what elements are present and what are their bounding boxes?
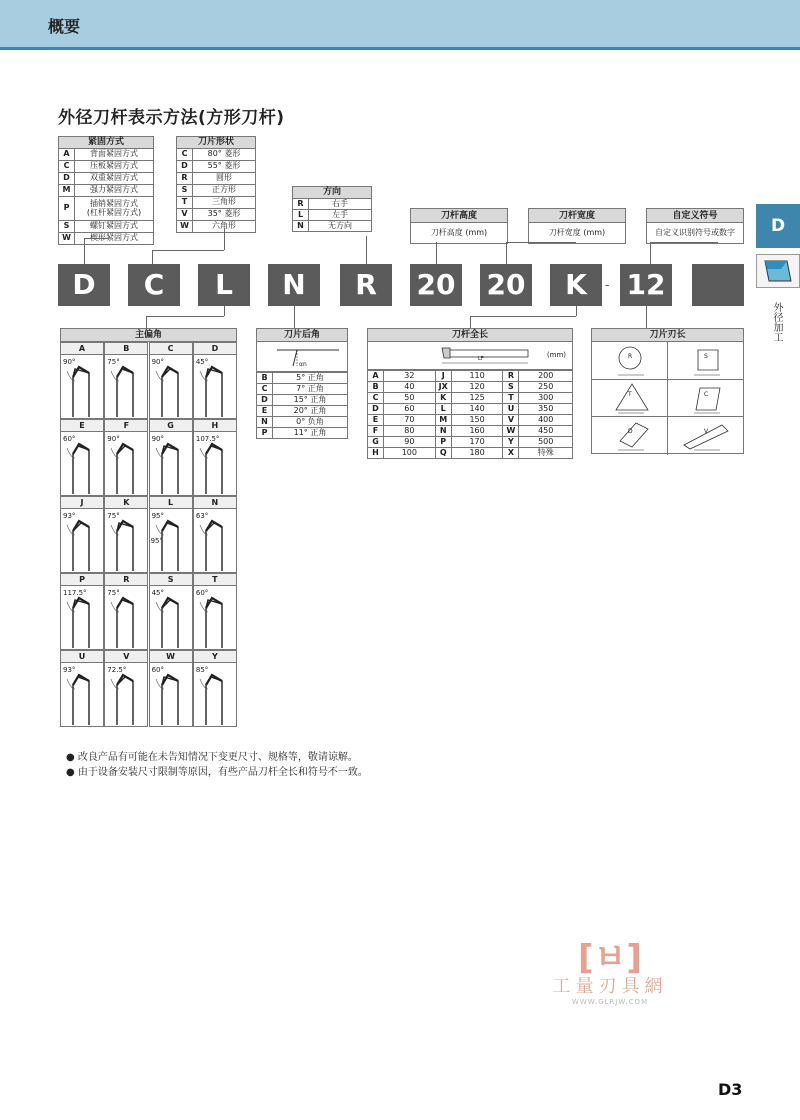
length-code: Y xyxy=(503,437,519,448)
table-row xyxy=(177,209,256,221)
main-title: 外径刀杆表示方法(方形刀杆) xyxy=(58,108,285,128)
code-box-approach: L xyxy=(198,264,250,306)
row-value: 右手 xyxy=(309,199,372,210)
approach-cell xyxy=(60,496,104,573)
approach-angle-label: 45° xyxy=(151,589,165,597)
row-key: D xyxy=(257,395,273,406)
row-value: 圆形 xyxy=(193,173,256,185)
code-box-length: K xyxy=(550,264,602,306)
shank-length-title: 刀杆全长 xyxy=(367,328,573,342)
code-box-shape: C xyxy=(128,264,180,306)
row-key: R xyxy=(177,173,193,185)
table-row xyxy=(177,161,256,173)
approach-cell xyxy=(104,419,148,496)
relief-angle-box xyxy=(256,328,348,439)
row-value: 楔形紧固方式 xyxy=(75,233,154,245)
approach-angle-label-2: 95° xyxy=(150,537,164,545)
length-value: 300 xyxy=(519,393,573,404)
approach-angle-label: 90° xyxy=(107,435,120,443)
row-key: S xyxy=(59,221,75,233)
table-row xyxy=(257,373,348,384)
connector xyxy=(576,306,577,316)
row-value: 20° 正角 xyxy=(273,406,348,417)
row-value: 左手 xyxy=(309,210,372,221)
table-row xyxy=(177,185,256,197)
note-1: ● 改良产品有可能在未告知情况下变更尺寸、规格等，敬请谅解。 xyxy=(66,752,358,763)
code-box-clamping: D xyxy=(58,264,110,306)
row-value: 正方形 xyxy=(193,185,256,197)
row-value: 7° 正角 xyxy=(273,384,348,395)
table-row xyxy=(368,437,573,448)
approach-angle-label: 60° xyxy=(195,589,209,597)
approach-angle-label: 60° xyxy=(151,666,165,674)
approach-angle-label: 90° xyxy=(151,435,165,443)
length-code: F xyxy=(368,426,384,437)
approach-code: L xyxy=(150,497,192,509)
table-row xyxy=(368,404,573,415)
table-row xyxy=(59,221,154,233)
approach-cell xyxy=(193,419,237,496)
edge-cell xyxy=(592,380,668,418)
length-value: 180 xyxy=(451,448,503,459)
approach-angle-label: 72.5° xyxy=(107,666,127,674)
row-value: 无方向 xyxy=(309,221,372,232)
length-code: G xyxy=(368,437,384,448)
connector xyxy=(650,242,718,264)
approach-code: S xyxy=(150,574,192,586)
approach-code: E xyxy=(61,420,103,432)
code-box-relief: N xyxy=(268,264,320,306)
page-header xyxy=(0,0,800,50)
code-box-width: 20 xyxy=(480,264,532,306)
approach-cell xyxy=(104,496,148,573)
connector xyxy=(152,250,224,264)
relief-diagram xyxy=(256,342,348,372)
length-value: 70 xyxy=(384,415,436,426)
row-key: D xyxy=(59,173,75,185)
insert-circle-icon xyxy=(592,342,668,379)
length-code: A xyxy=(368,371,384,382)
table-row xyxy=(59,197,154,221)
clamping-table xyxy=(58,136,154,245)
length-value: 450 xyxy=(519,426,573,437)
turning-icon xyxy=(756,254,800,288)
shank-length-table xyxy=(367,370,573,459)
table-row xyxy=(368,393,573,404)
edge-shape-code: R xyxy=(628,353,633,360)
notes xyxy=(66,750,368,780)
length-code: W xyxy=(503,426,519,437)
direction-title: 方向 xyxy=(293,187,372,199)
edge-cell xyxy=(592,342,668,380)
approach-cell xyxy=(149,342,193,419)
custom-symbol-value: 自定义识别符号或数字 xyxy=(655,228,735,237)
table-row xyxy=(59,173,154,185)
table-row xyxy=(59,161,154,173)
length-value: 125 xyxy=(451,393,503,404)
approach-code: A xyxy=(61,343,103,355)
connector xyxy=(224,306,225,316)
length-code: U xyxy=(503,404,519,415)
length-code: V xyxy=(503,415,519,426)
edge-cell xyxy=(592,417,668,455)
length-code: J xyxy=(435,371,451,382)
shank-width-title: 刀杆宽度 xyxy=(529,209,625,223)
length-value: 120 xyxy=(451,382,503,393)
length-value: 110 xyxy=(451,371,503,382)
row-value: 强力紧固方式 xyxy=(75,185,154,197)
length-code: D xyxy=(368,404,384,415)
approach-cell xyxy=(104,342,148,419)
approach-cell xyxy=(149,573,193,650)
approach-angle-title: 主偏角 xyxy=(60,328,237,342)
edge-cell xyxy=(668,380,744,418)
table-row xyxy=(177,149,256,161)
table-row xyxy=(59,149,154,161)
edge-shape-code: S xyxy=(704,353,708,360)
code-box-direction: R xyxy=(340,264,392,306)
approach-code: B xyxy=(105,343,147,355)
row-key: W xyxy=(177,221,193,233)
length-value: 80 xyxy=(384,426,436,437)
table-row xyxy=(257,395,348,406)
length-value: 40 xyxy=(384,382,436,393)
custom-symbol-box xyxy=(646,208,744,244)
row-key: C xyxy=(59,161,75,173)
approach-cell xyxy=(149,496,193,573)
table-row xyxy=(293,221,372,232)
approach-angle-label: 75° xyxy=(107,358,120,366)
table-row xyxy=(293,210,372,221)
edge-cell xyxy=(668,417,744,455)
table-row xyxy=(257,417,348,428)
header-title: 概要 xyxy=(48,17,81,36)
table-row xyxy=(368,382,573,393)
approach-cell xyxy=(193,650,237,727)
approach-angle-label: 75° xyxy=(107,512,120,520)
row-key: T xyxy=(177,197,193,209)
approach-code: D xyxy=(194,343,236,355)
code-box-edge: 12 xyxy=(620,264,672,306)
table-row xyxy=(293,199,372,210)
length-value: 250 xyxy=(519,382,573,393)
row-value xyxy=(75,197,154,221)
table-row xyxy=(257,428,348,439)
approach-angle-label: 60° xyxy=(63,435,76,443)
row-value: 双重紧固方式 xyxy=(75,173,154,185)
shank-length-diagram xyxy=(367,342,573,370)
length-value: 170 xyxy=(451,437,503,448)
length-code: S xyxy=(503,382,519,393)
side-tab-label: 外径加工 xyxy=(771,302,782,342)
shank-height-title: 刀杆高度 xyxy=(411,209,507,223)
approach-code: W xyxy=(150,651,192,663)
row-key: R xyxy=(293,199,309,210)
shank-height-value: 刀杆高度 (mm) xyxy=(430,228,488,237)
length-code: E xyxy=(368,415,384,426)
edge-length-box xyxy=(591,328,744,454)
length-code: R xyxy=(503,371,519,382)
length-value: 特殊 xyxy=(519,448,573,459)
approach-code: F xyxy=(105,420,147,432)
row-value: 80° 菱形 xyxy=(193,149,256,161)
insert-rhombus-55-icon xyxy=(592,417,668,454)
approach-angle-label: 63° xyxy=(195,512,209,520)
approach-cell xyxy=(149,650,193,727)
edge-length-title: 刀片刃长 xyxy=(592,329,743,342)
clamping-title: 紧固方式 xyxy=(59,137,154,149)
row-value: 0° 负角 xyxy=(273,417,348,428)
shank-length-unit: (mm) xyxy=(546,351,566,359)
connector xyxy=(84,238,108,264)
approach-angle-label: 90° xyxy=(63,358,76,366)
table-row xyxy=(257,406,348,417)
insert-square-icon xyxy=(668,342,744,379)
approach-cell xyxy=(60,342,104,419)
watermark-text: 工量刃具網 xyxy=(552,976,668,997)
approach-code: C xyxy=(150,343,192,355)
shank-height-box xyxy=(410,208,508,244)
approach-code: N xyxy=(194,497,236,509)
row-value: 35° 菱形 xyxy=(193,209,256,221)
table-row xyxy=(59,185,154,197)
shank-width-value: 刀杆宽度 (mm) xyxy=(548,228,606,237)
length-code: P xyxy=(435,437,451,448)
insert-shape-title: 刀片形状 xyxy=(177,137,256,149)
edge-shape-code: C xyxy=(704,390,709,398)
row-value: 背面紧固方式 xyxy=(75,149,154,161)
approach-code: P xyxy=(61,574,103,586)
length-code: K xyxy=(435,393,451,404)
row-value: 5° 正角 xyxy=(273,373,348,384)
length-code: C xyxy=(368,393,384,404)
edge-cell xyxy=(668,342,744,380)
approach-code: J xyxy=(61,497,103,509)
approach-cell xyxy=(104,650,148,727)
approach-cell xyxy=(193,342,237,419)
approach-angle-label: 75° xyxy=(107,589,120,597)
row-key: E xyxy=(257,406,273,417)
page-number: D3 xyxy=(718,1080,743,1099)
row-key: N xyxy=(257,417,273,428)
table-row xyxy=(257,384,348,395)
approach-code: H xyxy=(194,420,236,432)
row-value-line2: (杠杆紧固方式) xyxy=(86,207,142,217)
watermark-url: WWW.GLRJW.COM xyxy=(571,998,649,1006)
row-value: 11° 正角 xyxy=(273,428,348,439)
table-row xyxy=(177,173,256,185)
connector xyxy=(470,316,576,328)
table-row xyxy=(368,426,573,437)
approach-angle-label: 93° xyxy=(63,666,76,674)
row-key: S xyxy=(177,185,193,197)
connector xyxy=(224,228,225,250)
connector xyxy=(146,316,224,328)
custom-symbol-title: 自定义符号 xyxy=(647,209,743,223)
length-value: 150 xyxy=(451,415,503,426)
row-key: P xyxy=(59,197,75,221)
row-key: B xyxy=(257,373,273,384)
length-code: M xyxy=(435,415,451,426)
length-value: 140 xyxy=(451,404,503,415)
table-row xyxy=(177,197,256,209)
row-key: C xyxy=(177,149,193,161)
insert-rhombus-35-icon xyxy=(668,417,744,454)
row-key: A xyxy=(59,149,75,161)
length-code: N xyxy=(435,426,451,437)
length-value: 90 xyxy=(384,437,436,448)
length-value: 60 xyxy=(384,404,436,415)
row-value: 三角形 xyxy=(193,197,256,209)
insert-triangle-icon xyxy=(592,380,668,417)
row-value: 压板紧固方式 xyxy=(75,161,154,173)
length-code: X xyxy=(503,448,519,459)
shank-length-diagram-label: LF xyxy=(478,356,484,362)
approach-angle-label: 85° xyxy=(195,666,209,674)
length-code: L xyxy=(435,404,451,415)
approach-cell xyxy=(60,419,104,496)
length-value: 350 xyxy=(519,404,573,415)
approach-cell xyxy=(193,573,237,650)
note-2: ● 由于设备安装尺寸限制等原因，有些产品刀杆全长和符号不一致。 xyxy=(66,767,368,778)
side-tab-d[interactable]: D xyxy=(756,204,800,248)
approach-angle-label: 93° xyxy=(63,512,76,520)
row-value-line1: 插销紧固方式 xyxy=(90,198,138,208)
length-code: B xyxy=(368,382,384,393)
approach-cell xyxy=(193,496,237,573)
table-row xyxy=(368,415,573,426)
length-code: JX xyxy=(435,382,451,393)
edge-shape-code: V xyxy=(704,428,709,435)
row-key: V xyxy=(177,209,193,221)
length-value: 400 xyxy=(519,415,573,426)
approach-code: V xyxy=(105,651,147,663)
connector xyxy=(294,306,295,328)
relief-diagram-label: αn xyxy=(299,361,307,368)
approach-angle-label: 90° xyxy=(151,358,165,366)
row-key: N xyxy=(293,221,309,232)
table-row xyxy=(368,371,573,382)
approach-code: K xyxy=(105,497,147,509)
insert-shape-table xyxy=(176,136,256,233)
approach-cell xyxy=(149,419,193,496)
length-code: Q xyxy=(435,448,451,459)
row-key: M xyxy=(59,185,75,197)
row-key: C xyxy=(257,384,273,395)
length-value: 200 xyxy=(519,371,573,382)
row-value: 15° 正角 xyxy=(273,395,348,406)
shank-width-box xyxy=(528,208,626,244)
approach-code: T xyxy=(194,574,236,586)
row-key: W xyxy=(59,233,75,245)
edge-shape-code: D xyxy=(628,428,633,435)
relief-table xyxy=(256,372,348,439)
approach-angle-label: 107.5° xyxy=(195,435,220,443)
approach-code: G xyxy=(150,420,192,432)
connector xyxy=(436,242,437,264)
approach-cell xyxy=(60,573,104,650)
watermark-logo-icon: [ㅂ] xyxy=(578,938,642,978)
shank-length-box xyxy=(367,328,573,459)
connector xyxy=(366,236,367,264)
row-key: L xyxy=(293,210,309,221)
length-code: T xyxy=(503,393,519,404)
approach-code: R xyxy=(105,574,147,586)
row-value: 55° 菱形 xyxy=(193,161,256,173)
row-value: 螺钉紧固方式 xyxy=(75,221,154,233)
table-row xyxy=(177,221,256,233)
length-value: 500 xyxy=(519,437,573,448)
length-value: 32 xyxy=(384,371,436,382)
code-box-custom xyxy=(692,264,744,306)
connector xyxy=(506,242,576,264)
approach-code: U xyxy=(61,651,103,663)
row-key: P xyxy=(257,428,273,439)
watermark xyxy=(540,940,680,1006)
direction-table xyxy=(292,186,372,232)
approach-cell xyxy=(104,573,148,650)
relief-angle-title: 刀片后角 xyxy=(256,328,348,342)
length-value: 50 xyxy=(384,393,436,404)
row-key: D xyxy=(177,161,193,173)
edge-shape-code: T xyxy=(628,390,632,398)
table-row xyxy=(368,448,573,459)
length-value: 160 xyxy=(451,426,503,437)
approach-cell xyxy=(60,650,104,727)
connector xyxy=(646,306,647,328)
insert-rhombus-80-icon xyxy=(668,380,744,417)
length-code: H xyxy=(368,448,384,459)
row-value: 六角形 xyxy=(193,221,256,233)
approach-angle-label: 95° xyxy=(151,512,165,520)
approach-code: Y xyxy=(194,651,236,663)
connector xyxy=(84,238,108,239)
approach-angle-label: 45° xyxy=(195,358,209,366)
code-dash: - xyxy=(605,278,610,292)
approach-angle-label: 117.5° xyxy=(63,589,87,597)
length-value: 100 xyxy=(384,448,436,459)
code-box-height: 20 xyxy=(410,264,462,306)
